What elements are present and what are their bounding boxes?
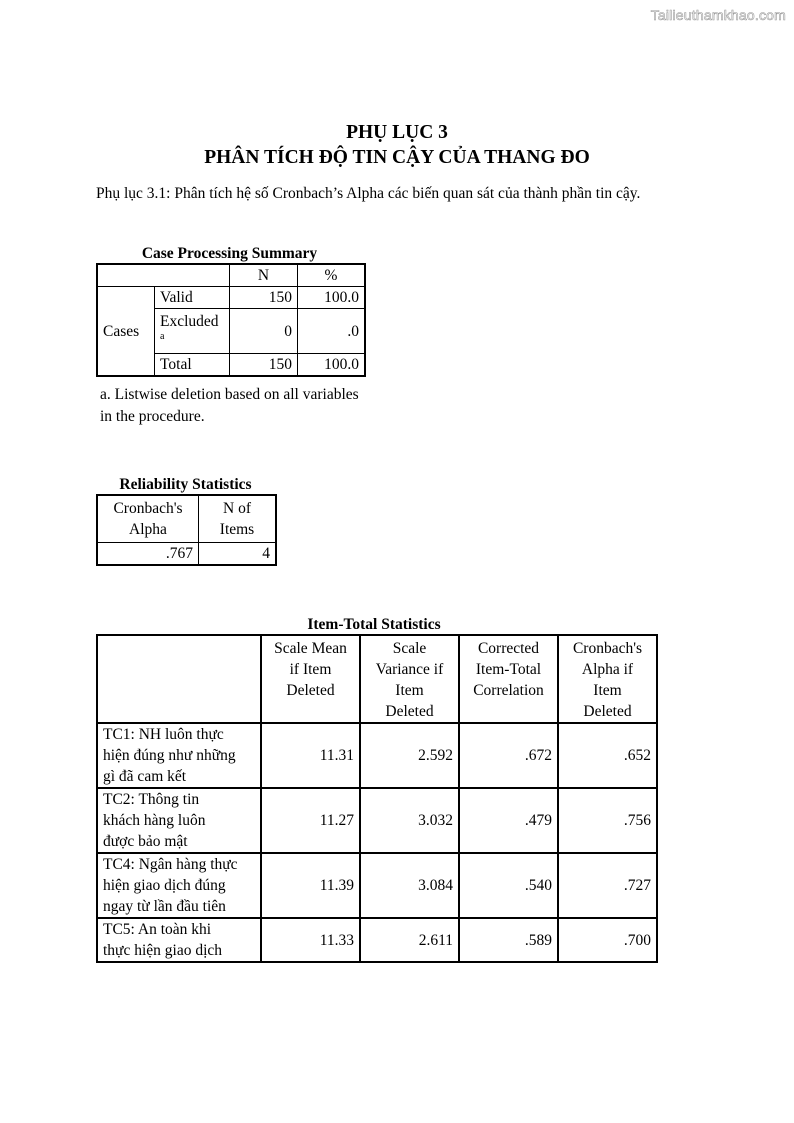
reliability-caption: Reliability Statistics [119, 476, 252, 493]
scale-mean: 11.33 [261, 918, 360, 962]
header-line: Cronbach's [572, 640, 643, 657]
header-line: Scale [392, 640, 427, 657]
scale-mean: 11.39 [261, 853, 360, 918]
corner-cell [97, 635, 261, 723]
col-header-pct: % [298, 264, 366, 287]
alpha-if-deleted: .756 [558, 788, 657, 853]
corner-cell [97, 264, 230, 287]
label-line: được bảo mật [103, 833, 188, 850]
col-header-scale-variance [360, 635, 459, 723]
label-line: TC5: An toàn khi [103, 921, 212, 938]
total-n: 150 [230, 354, 298, 377]
label-line: hiện đúng như những [103, 747, 236, 764]
item-label [97, 788, 261, 853]
col-header-n: N [230, 264, 298, 287]
scale-variance: 3.084 [360, 853, 459, 918]
header-line: Deleted [385, 703, 434, 720]
header-line: Item-Total [475, 661, 542, 678]
scale-variance: 2.611 [360, 918, 459, 962]
corrected-correlation: .589 [459, 918, 558, 962]
label-line: hiện giao dịch đúng [103, 877, 226, 894]
scale-mean: 11.27 [261, 788, 360, 853]
scale-variance: 3.032 [360, 788, 459, 853]
header-line: Corrected [477, 640, 540, 657]
excluded-footnote-marker: a [160, 331, 165, 342]
header-line: Item [593, 682, 622, 699]
col-header-items-line1: N of [223, 500, 251, 517]
n-items-value: 4 [199, 543, 277, 566]
item-total-table [96, 634, 658, 963]
table-row [97, 788, 657, 853]
footnote: a. Listwise deletion based on all variables in the procedure. [100, 386, 359, 425]
scale-variance: 2.592 [360, 723, 459, 788]
col-header-alpha-line1: Cronbach's [113, 500, 183, 517]
valid-pct: 100.0 [298, 287, 366, 309]
col-header-items-line2: Items [219, 521, 255, 538]
header-line: Deleted [286, 682, 335, 699]
label-line: thực hiện giao dịch [103, 942, 223, 959]
alpha-if-deleted: .700 [558, 918, 657, 962]
header-line: Correlation [473, 682, 544, 699]
excluded-n: 0 [230, 309, 298, 354]
alpha-if-deleted: .727 [558, 853, 657, 918]
table-row [97, 723, 657, 788]
label-line: khách hàng luôn [103, 812, 206, 829]
label-line: TC4: Ngân hàng thực [103, 856, 238, 873]
cases-group-label: Cases [97, 287, 155, 377]
label-line: TC2: Thông tin [103, 791, 200, 808]
scale-mean: 11.31 [261, 723, 360, 788]
reliability-table [96, 494, 277, 566]
excluded-label: Excluded [160, 313, 219, 330]
header-line: Scale Mean [274, 640, 347, 657]
row-label-excluded [155, 309, 230, 354]
col-header-corrected-corr [459, 635, 558, 723]
header-line: if Item [289, 661, 332, 678]
col-header-alpha-line2: Alpha [129, 521, 167, 538]
header-line: Item [395, 682, 424, 699]
header-line: Variance if [375, 661, 444, 678]
item-label [97, 918, 261, 962]
corrected-correlation: .672 [459, 723, 558, 788]
appendix-subtitle: PHÂN TÍCH ĐỘ TIN CẬY CỦA THANG ĐO [204, 147, 590, 168]
case-processing-caption: Case Processing Summary [141, 245, 318, 262]
row-label-total: Total [155, 354, 230, 377]
appendix-title: PHỤ LỤC 3 [346, 122, 448, 143]
watermark: Tailieuthamkhao.com [650, 7, 786, 23]
corrected-correlation: .540 [459, 853, 558, 918]
label-line: ngay từ lần đầu tiên [103, 898, 226, 915]
intro-paragraph: Phụ lục 3.1: Phân tích hệ số Cronbach’s Alpha các biến quan sát của thành phần tin cậy. [96, 185, 641, 202]
item-total-caption: Item-Total Statistics [307, 616, 441, 633]
col-header-scale-mean [261, 635, 360, 723]
label-line: TC1: NH luôn thực [103, 726, 224, 743]
table-row [97, 853, 657, 918]
col-header-items [199, 495, 277, 543]
item-label [97, 723, 261, 788]
corrected-correlation: .479 [459, 788, 558, 853]
col-header-alpha-if-deleted [558, 635, 657, 723]
header-line: Alpha if [581, 661, 634, 678]
table-row [97, 918, 657, 962]
header-line: Deleted [583, 703, 632, 720]
total-pct: 100.0 [298, 354, 366, 377]
item-label [97, 853, 261, 918]
row-label-valid: Valid [155, 287, 230, 309]
valid-n: 150 [230, 287, 298, 309]
alpha-if-deleted: .652 [558, 723, 657, 788]
label-line: gì đã cam kết [103, 768, 187, 785]
col-header-alpha [97, 495, 199, 543]
alpha-value: .767 [97, 543, 199, 566]
excluded-pct: .0 [298, 309, 366, 354]
case-processing-table [96, 263, 366, 377]
